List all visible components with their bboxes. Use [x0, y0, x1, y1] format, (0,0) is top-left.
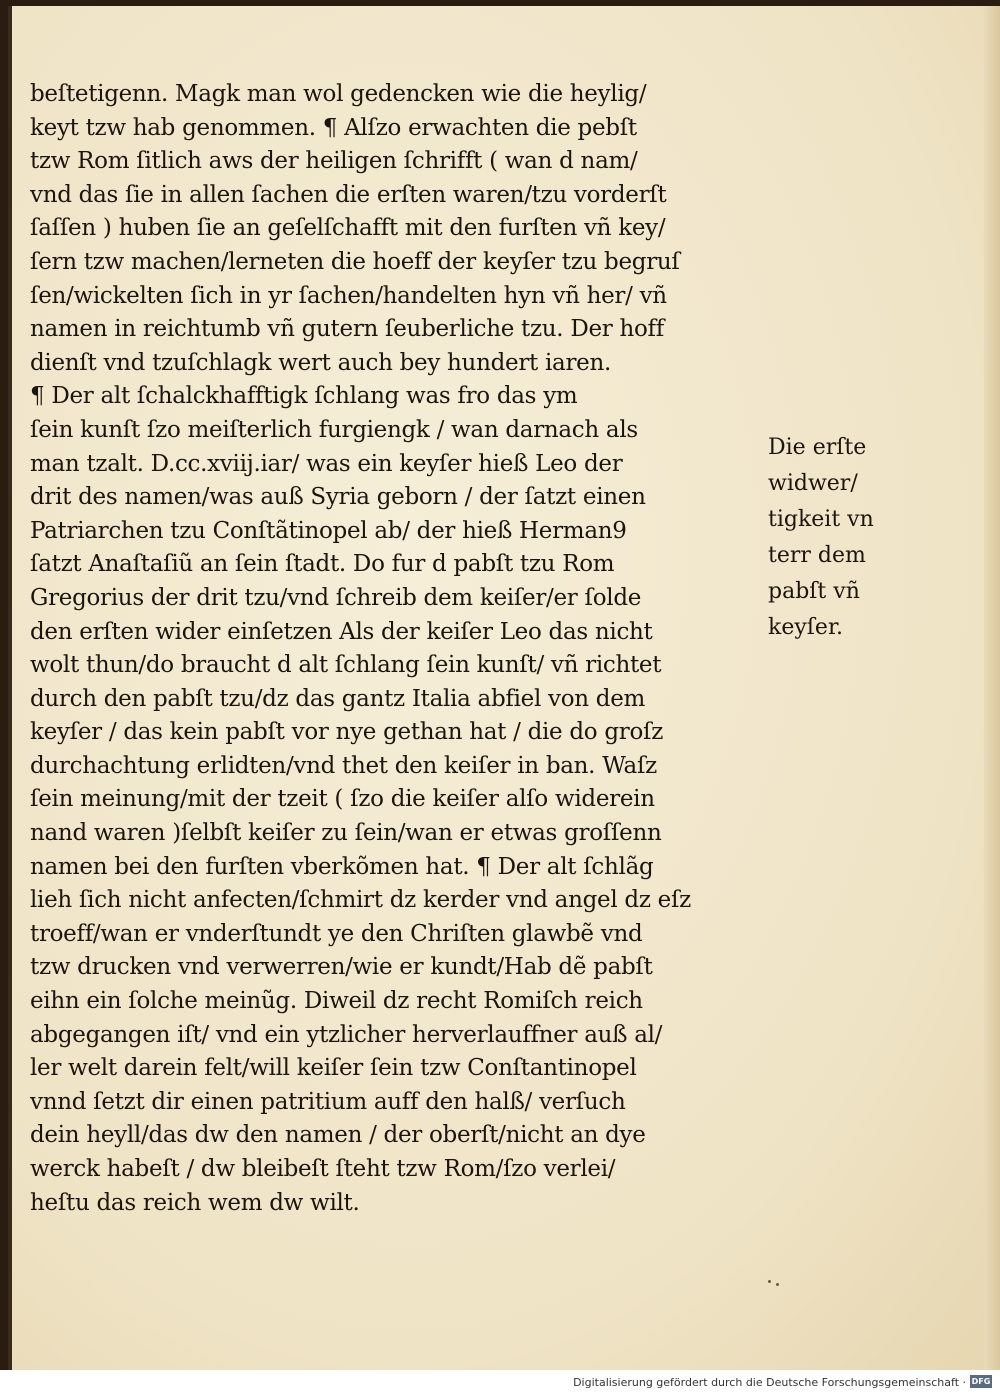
- page-edge: [984, 6, 1000, 1370]
- text-line: eihn ein ſolche meinũg. Diweil dz recht Romiſch reich: [30, 988, 643, 1015]
- text-line: den erſten wider einſetzen Als der keiſer Leo das nicht: [30, 618, 653, 645]
- text-line: wolt thun/do braucht d alt ſchlang ſein kunſt/ vñ richtet: [30, 652, 662, 679]
- text-line: ſein meinung/mit der tzeit ( ſzo die keiſer alſo widerein: [30, 786, 655, 813]
- text-line: namen bei den furſten vberkõmen hat. ¶ Der alt ſchlãg: [30, 853, 654, 880]
- text-line: Gregorius der drit tzu/vnd ſchreib dem keiſer/er ſolde: [30, 584, 642, 611]
- funding-credit: Digitalisierung gefördert durch die Deutsche Forschungsgemeinschaft ·: [573, 1376, 966, 1389]
- text-line: heſtu das reich wem dw wilt.: [30, 1189, 360, 1216]
- dfg-logo: DFG: [971, 1377, 991, 1386]
- text-line: tzw drucken vnd verwerren/wie er kundt/Hab dẽ pabſt: [30, 954, 653, 981]
- text-line: tzw Rom ſitlich aws der heiligen ſchrifft ( wan d nam/: [30, 148, 638, 175]
- text-line: ſatzt Anaſtaſiũ an ſein ſtadt. Do fur d pabſt tzu Rom: [30, 551, 615, 578]
- text-line: ſaſſen ) huben ſie an geſelſchafft mit den furſten vñ key/: [30, 215, 666, 242]
- text-line: abgegangen iſt/ vnd ein ytzlicher herverlauffner auß al/: [30, 1021, 663, 1048]
- text-line: ſen/wickelten ſich in yr ſachen/handelten hyn vñ her/ vñ: [30, 282, 667, 309]
- text-line: vnnd ſetzt dir einen patritium auff den halß/ verſuch: [30, 1088, 626, 1115]
- ink-speck: [776, 1283, 779, 1286]
- text-line: man tzalt. D.cc.xviij.iar/ was ein keyſer hieß Leo der: [30, 450, 623, 477]
- marginal-line: Die erſte: [768, 435, 867, 460]
- text-line: keyſer / das kein pabſt vor nye gethan hat / die do groſz: [30, 719, 664, 746]
- text-line: namen in reichtumb vñ gutern ſeuberliche tzu. Der hoff: [30, 316, 664, 343]
- text-line: keyt tzw hab genommen. ¶ Alſzo erwachten die pebſt: [30, 114, 637, 141]
- text-line: dienſt vnd tzuſchlagk wert auch bey hundert iaren.: [30, 349, 611, 376]
- marginal-note: [768, 430, 908, 646]
- marginal-line: tigkeit vn: [768, 507, 874, 532]
- marginal-line: terr dem: [768, 543, 866, 568]
- text-line: nand waren )ſelbſt keiſer zu ſein/wan er etwas groſſenn: [30, 820, 662, 847]
- text-line: lieh ſich nicht anfecten/ſchmirt dz kerder vnd angel dz eſz: [30, 887, 692, 914]
- marginal-line: pabſt vñ: [768, 579, 860, 604]
- main-text-block: [30, 78, 780, 1220]
- text-line: dein heyll/das dw den namen / der oberſt/nicht an dye: [30, 1122, 646, 1149]
- marginal-line: widwer/: [768, 471, 858, 496]
- text-line: ler welt darein felt/will keiſer ſein tzw Conſtantinopel: [30, 1055, 637, 1082]
- text-line: drit des namen/was auß Syria geborn / der ſatzt einen: [30, 484, 646, 511]
- marginal-line: keyſer.: [768, 615, 844, 640]
- ink-speck: [768, 1280, 771, 1283]
- text-line: beſtetigenn. Magk man wol gedencken wie die heylig/: [30, 81, 647, 107]
- text-line: ſern tzw machen/lerneten die hoeff der keyſer tzu begruſ: [30, 248, 680, 275]
- text-line: troeff/wan er vnderſtundt ye den Chriſten glawbẽ vnd: [30, 920, 643, 947]
- text-line: ¶ Der alt ſchalckhafftigk ſchlang was fro das ym: [30, 383, 578, 410]
- text-line: vnd das ſie in allen ſachen die erſten waren/tzu vorderſt: [30, 181, 667, 208]
- text-line: werck habeſt / dw bleibeſt ſteht tzw Rom/ſzo verlei/: [30, 1156, 616, 1182]
- text-line: Patriarchen tzu Conſtãtinopel ab/ der hieß Herman9: [30, 517, 627, 544]
- text-line: durchachtung erlidten/vnd thet den keiſer in ban. Waſz: [30, 752, 657, 779]
- text-line: ſein kunſt ſzo meiſterlich furgiengk / wan darnach als: [30, 416, 638, 443]
- text-line: durch den pabſt tzu/dz das gantz Italia abfiel von dem: [30, 685, 646, 712]
